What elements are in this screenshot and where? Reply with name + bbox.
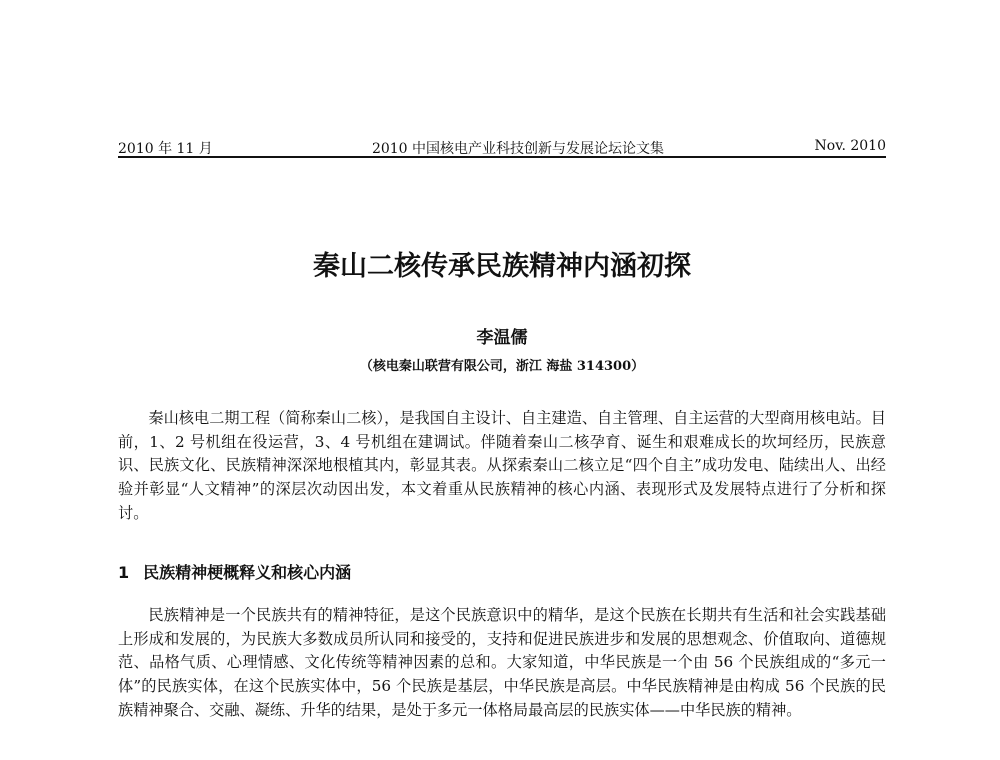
header-date-english: Nov. 2010 [814, 138, 886, 154]
article-title: 秦山二核传承民族精神内涵初探 [313, 251, 691, 282]
header-date: 2010 年 11 月 [118, 141, 213, 157]
body-paragraph: 民族精神是一个民族共有的精神特征，是这个民族意识中的精华，是这个民族在长期共有生活和社会实践基础上形成和发展的，为民族大多数成员所认同和接受的，支持和促进民族进步和发展的思想观念、价值取向、道德规范、品格气质、心理情感、文化传统等精神因素的总和。大家知道，中华民族是一个由 56 个民族组成的“多元一体”的民族实体，在这个民族实体中，56 个民族是基层，中华民族是高层。中华民族精神是由构成 56 个民族的民族精神聚合、交融、凝练、升华的结果，是处于多元一体格局最高层的民族实体——中华民族的精神。 [118, 606, 886, 719]
running-header [118, 128, 886, 158]
author-name: 李温儒 [476, 328, 528, 348]
section-number: 1 [118, 563, 130, 582]
header-proceedings-title: 2010 中国核电产业科技创新与发展论坛论文集 [371, 141, 665, 157]
section-title: 民族精神梗概释义和核心内涵 [143, 563, 352, 582]
author-affiliation: （核电秦山联营有限公司，浙江 海盐 314300） [359, 359, 645, 374]
section-heading [118, 560, 886, 583]
abstract-paragraph: 秦山核电二期工程（简称秦山二核），是我国自主设计、自主建造、自主管理、自主运营的大型商用核电站。目前，1、2 号机组在役运营，3、4 号机组在建调试。伴随着秦山二核孕育、诞生和艰难成长的坎坷经历，民族意识、民族文化、民族精神深深地根植其内，彰显其表。从探索秦山二核立足“四个自主”成功发电、陆续出人、出经验并彰显“人文精神”的深层次动因出发，本文着重从民族精神的核心内涵、表现形式及发展特点进行了分析和探讨。 [118, 409, 886, 522]
